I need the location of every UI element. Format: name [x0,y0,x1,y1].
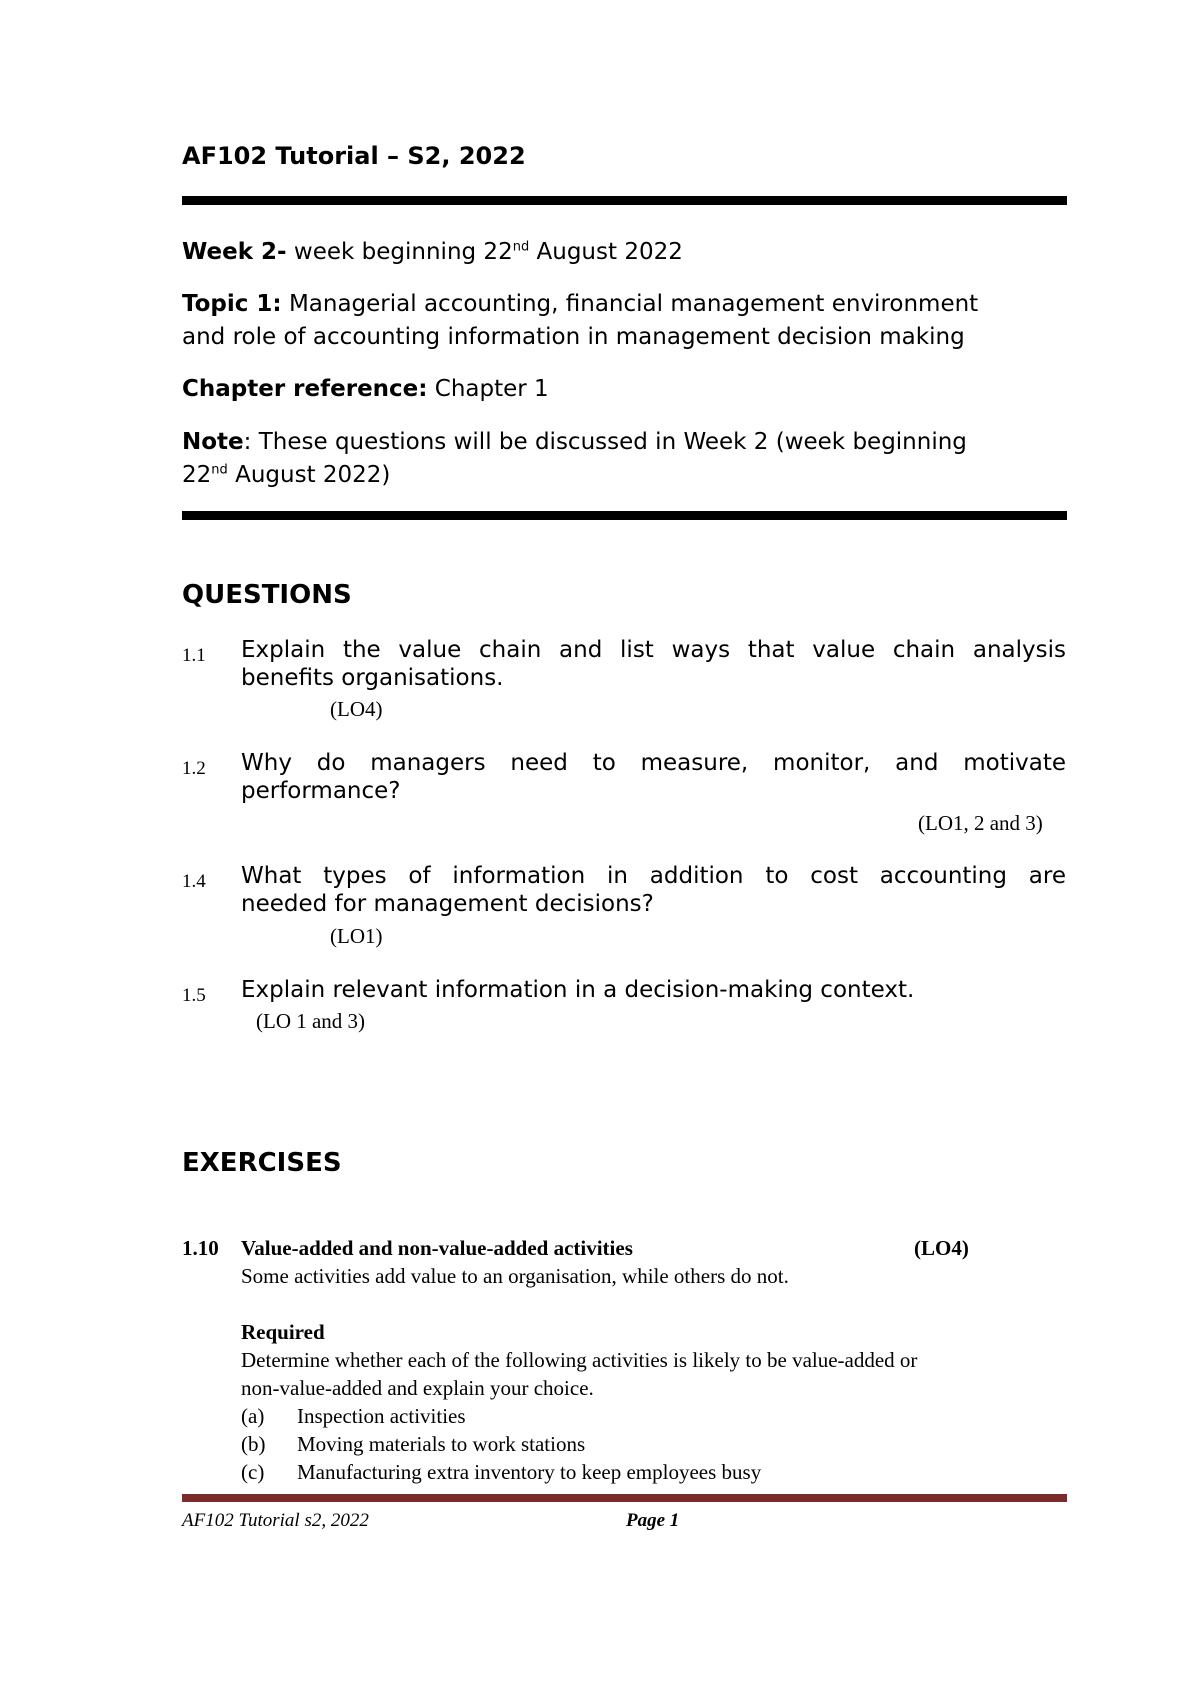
topic-text-1: Managerial accounting, financial management environment [281,291,979,317]
week-text: week beginning 22 [286,239,513,265]
required-line-1: Determine whether each of the following activities is likely to be value-added or [241,1348,918,1372]
question-number: 1.4 [182,871,206,892]
exercise-number: 1.10 [182,1236,219,1260]
footer-rule [182,1494,1067,1502]
question-number: 1.2 [182,758,206,779]
list-item-text: Inspection activities [297,1404,466,1428]
questions-heading: QUESTIONS [182,580,352,610]
question-line-2: benefits organisations. [241,665,504,691]
week-line [182,236,683,269]
list-item-text: Moving materials to work stations [297,1432,586,1456]
list-item-text: Manufacturing extra inventory to keep employees busy [297,1460,762,1484]
question-line-2: performance? [241,778,401,804]
note-text-2b: August 2022) [227,462,391,488]
question-text [241,976,1066,1004]
chapter-text: Chapter 1 [427,376,549,402]
document-title: AF102 Tutorial – S2, 2022 [182,142,526,170]
question-text [241,862,1066,918]
required-label: Required [241,1320,325,1344]
question-text [241,749,1066,805]
note-label: Note [182,429,244,455]
question-line-2: needed for management decisions? [241,891,654,917]
question-line-1: Explain relevant information in a decision-making context. [241,977,915,1003]
question-line-1: Explain the value chain and list ways that value chain analysis [241,637,1066,663]
note-line-2 [182,459,390,492]
note-sup: nd [211,462,228,478]
topic-line-2: and role of accounting information in management decision making [182,324,965,350]
list-item-label: (c) [241,1460,265,1484]
exercises-heading: EXERCISES [182,1148,342,1178]
header-rule-bottom [182,511,1067,520]
required-line-2: non-value-added and explain your choice. [241,1376,594,1400]
note-text-2a: 22 [182,462,212,488]
footer-left: AF102 Tutorial s2, 2022 [182,1510,369,1531]
question-line-1: What types of information in addition to cost accounting are [241,863,1066,889]
header-rule-top [182,196,1067,205]
topic-label: Topic 1: [182,291,282,317]
learning-outcome: (LO 1 and 3) [256,1009,366,1033]
exercise-intro: Some activities add value to an organisation, while others do not. [241,1264,789,1288]
question-number: 1.1 [182,645,206,666]
note-text-1: : These questions will be discussed in Week 2 (week beginning [243,429,967,455]
list-item-label: (b) [241,1432,266,1456]
question-text [241,636,1066,692]
learning-outcome: (LO4) [330,697,383,721]
learning-outcome: (LO1) [330,924,383,948]
topic-line-1 [182,288,978,321]
question-number: 1.5 [182,985,206,1006]
footer-page-number: Page 1 [626,1510,680,1531]
week-label: Week 2- [182,239,287,265]
chapter-label: Chapter reference: [182,376,428,402]
question-line-1: Why do managers need to measure, monitor, and motivate [241,750,1066,776]
list-item-label: (a) [241,1404,265,1428]
note-line-1 [182,426,967,459]
exercise-lo: (LO4) [914,1236,969,1260]
week-sup: nd [512,239,530,255]
chapter-line [182,373,549,406]
week-text-end: August 2022 [529,239,683,265]
learning-outcome: (LO1, 2 and 3) [918,811,1043,835]
exercise-title: Value-added and non-value-added activities [241,1236,633,1260]
